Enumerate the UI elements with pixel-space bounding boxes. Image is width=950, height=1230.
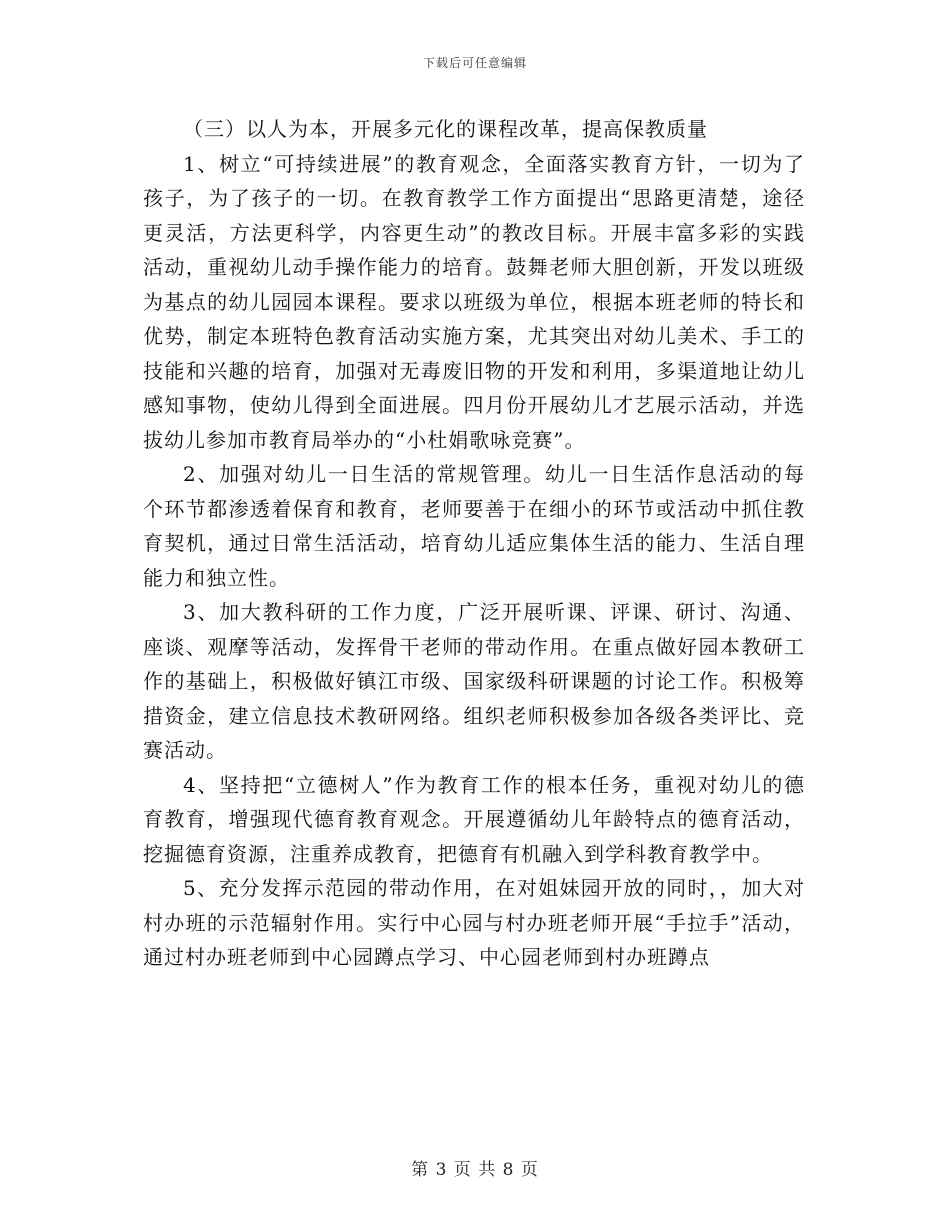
section-heading: （三）以人为本，开展多元化的课程改革，提高保教质量: [183, 117, 708, 141]
paragraph-1: 1、树立“可持续进展”的教育观念，全面落实教育方针，一切为了孩子，为了孩子的一切。在教育教学工作方面提出“思路更清楚，途径更灵活，方法更科学，内容更生动”的教改目标。开展丰富多彩的实践活动，重视幼儿动手操作能力的培育。鼓舞老师大胆创新，开发以班级为基点的幼儿园园本课程。要求以班级为单位，根据本班老师的特长和优势，制定本班特色教育活动实施方案，尤其突出对幼儿美术、手工的技能和兴趣的培育，加强对无毒废旧物的开发和利用，多渠道地让幼儿感知事物，使幼儿得到全面进展。四月份开展幼儿才艺展示活动，并选拔幼儿参加市教育局举办的“小杜娟歌咏竞赛”。: [143, 151, 805, 452]
paragraph-4: 4、坚持把“立德树人”作为教育工作的根本任务，重视对幼儿的德育教育，增强现代德育教育观念。开展遵循幼儿年龄特点的德育活动，挖掘德育资源，注重养成教育，把德育有机融入到学科教育教学中。: [143, 772, 805, 866]
paragraph-3: 3、加大教科研的工作力度，广泛开展听课、评课、研讨、沟通、座谈、观摩等活动，发挥骨干老师的带动作用。在重点做好园本教研工作的基础上，积极做好镇江市级、国家级科研课题的讨论工作。积极筹措资金，建立信息技术教研网络。组织老师积极参加各级各类评比、竞赛活动。: [143, 600, 805, 762]
paragraph-2: 2、加强对幼儿一日生活的常规管理。幼儿一日生活作息活动的每个环节都渗透着保育和教育，老师要善于在细小的环节或活动中抓住教育契机，通过日常生活活动，培育幼儿适应集体生活的能力、生活自理能力和独立性。: [143, 462, 805, 590]
paragraph-5: 5、充分发挥示范园的带动作用，在对姐妹园开放的同时，，加大对村办班的示范辐射作用。实行中心园与村办班老师开展“手拉手”活动，通过村办班老师到中心园蹲点学习、中心园老师到村办班蹲点: [143, 876, 805, 969]
page-number-footer: 第 3 页 共 8 页: [411, 1160, 539, 1180]
document-body: [143, 112, 805, 975]
page-header: 下载后可任意编辑: [422, 56, 527, 70]
